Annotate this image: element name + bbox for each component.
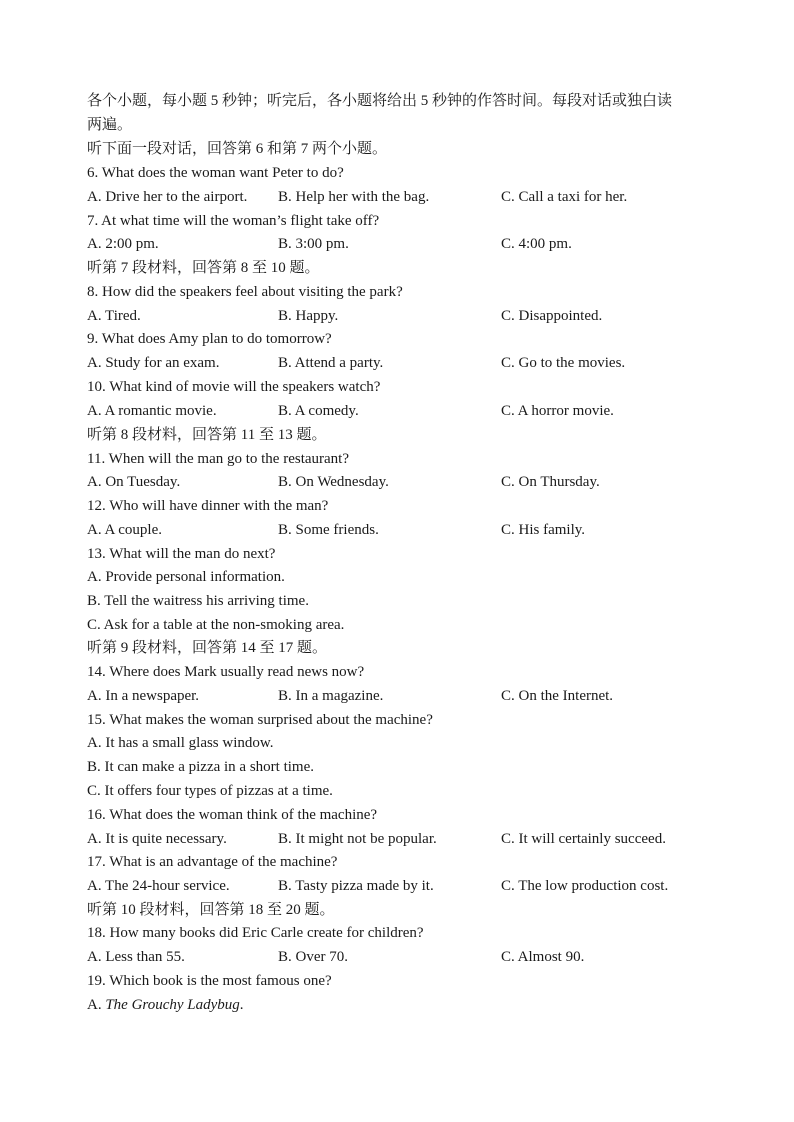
question-stem: 12. Who will have dinner with the man? (87, 498, 329, 514)
option-c: C. 4:00 pm. (501, 236, 572, 252)
option-c: C. On Thursday. (501, 474, 600, 490)
question-stem: 10. What kind of movie will the speakers watch? (87, 379, 381, 395)
question-stem: 16. What does the woman think of the machine? (87, 807, 378, 823)
option-c: C. It will certainly succeed. (501, 831, 666, 847)
option-c: C. His family. (501, 522, 586, 538)
option-b: B. Some friends. (278, 522, 379, 538)
option-a: A. In a newspaper. (87, 688, 200, 704)
option-c: C. Go to the movies. (501, 355, 626, 371)
question-stem: 19. Which book is the most famous one? (87, 973, 332, 989)
section-heading: 听下面一段对话，回答第 6 和第 7 两个小题。 (87, 141, 388, 157)
option-a: A. Tired. (87, 308, 141, 324)
option-b: B. Attend a party. (278, 355, 384, 371)
option-c: C. Call a taxi for her. (501, 189, 628, 205)
option-a: A. A couple. (87, 522, 162, 538)
question-stem: 17. What is an advantage of the machine? (87, 854, 338, 870)
option-b: B. It might not be popular. (278, 831, 437, 847)
option-b: B. On Wednesday. (278, 474, 389, 490)
option-a: A. Provide personal information. (87, 569, 285, 585)
option-b: B. In a magazine. (278, 688, 384, 704)
question-stem: 9. What does Amy plan to do tomorrow? (87, 331, 332, 347)
option-a: A. It has a small glass window. (87, 735, 274, 751)
book-title: The Grouchy Ladybug (105, 997, 240, 1013)
option-b: B. Help her with the bag. (278, 189, 430, 205)
question-stem: 11. When will the man go to the restaurant? (87, 451, 350, 467)
option-a: A. It is quite necessary. (87, 831, 227, 847)
option-c: C. Disappointed. (501, 308, 603, 324)
option-b: B. Tasty pizza made by it. (278, 878, 434, 894)
option-b: B. Over 70. (278, 949, 348, 965)
option-c: C. Almost 90. (501, 949, 585, 965)
question-stem: 14. Where does Mark usually read news now? (87, 664, 365, 680)
option-c: C. A horror movie. (501, 403, 614, 419)
option-c: C. On the Internet. (501, 688, 614, 704)
question-stem: 13. What will the man do next? (87, 546, 276, 562)
option-b: B. Happy. (278, 308, 339, 324)
option-end: . (239, 997, 244, 1013)
section-heading: 听第 7 段材料，回答第 8 至 10 题。 (87, 260, 320, 276)
option-a (87, 995, 244, 1015)
instruction-line: 各个小题，每小题 5 秒钟；听完后，各小题将给出 5 秒钟的作答时间。每段对话或独白读 (87, 93, 673, 109)
option-c: C. Ask for a table at the non-smoking area. (87, 617, 345, 633)
option-b: B. 3:00 pm. (278, 236, 349, 252)
option-c: C. It offers four types of pizzas at a time. (87, 783, 333, 799)
question-stem: 8. How did the speakers feel about visiting the park? (87, 284, 403, 300)
option-a: A. Less than 55. (87, 949, 185, 965)
question-stem: 7. At what time will the woman’s flight take off? (87, 213, 380, 229)
section-heading: 听第 8 段材料，回答第 11 至 13 题。 (87, 427, 327, 443)
option-a: A. 2:00 pm. (87, 236, 159, 252)
option-letter: A. (87, 997, 102, 1013)
section-heading: 听第 10 段材料，回答第 18 至 20 题。 (87, 902, 335, 918)
question-stem: 6. What does the woman want Peter to do? (87, 165, 344, 181)
option-a: A. A romantic movie. (87, 403, 217, 419)
option-b: B. A comedy. (278, 403, 359, 419)
option-b: B. Tell the waitress his arriving time. (87, 593, 309, 609)
section-heading: 听第 9 段材料，回答第 14 至 17 题。 (87, 640, 328, 656)
option-a: A. The 24-hour service. (87, 878, 230, 894)
option-c: C. The low production cost. (501, 878, 669, 894)
option-a: A. Drive her to the airport. (87, 189, 248, 205)
option-b: B. It can make a pizza in a short time. (87, 759, 314, 775)
instruction-line: 两遍。 (87, 117, 133, 133)
question-stem: 15. What makes the woman surprised about the machine? (87, 712, 433, 728)
question-stem: 18. How many books did Eric Carle create for children? (87, 925, 424, 941)
option-a: A. On Tuesday. (87, 474, 181, 490)
option-a: A. Study for an exam. (87, 355, 220, 371)
